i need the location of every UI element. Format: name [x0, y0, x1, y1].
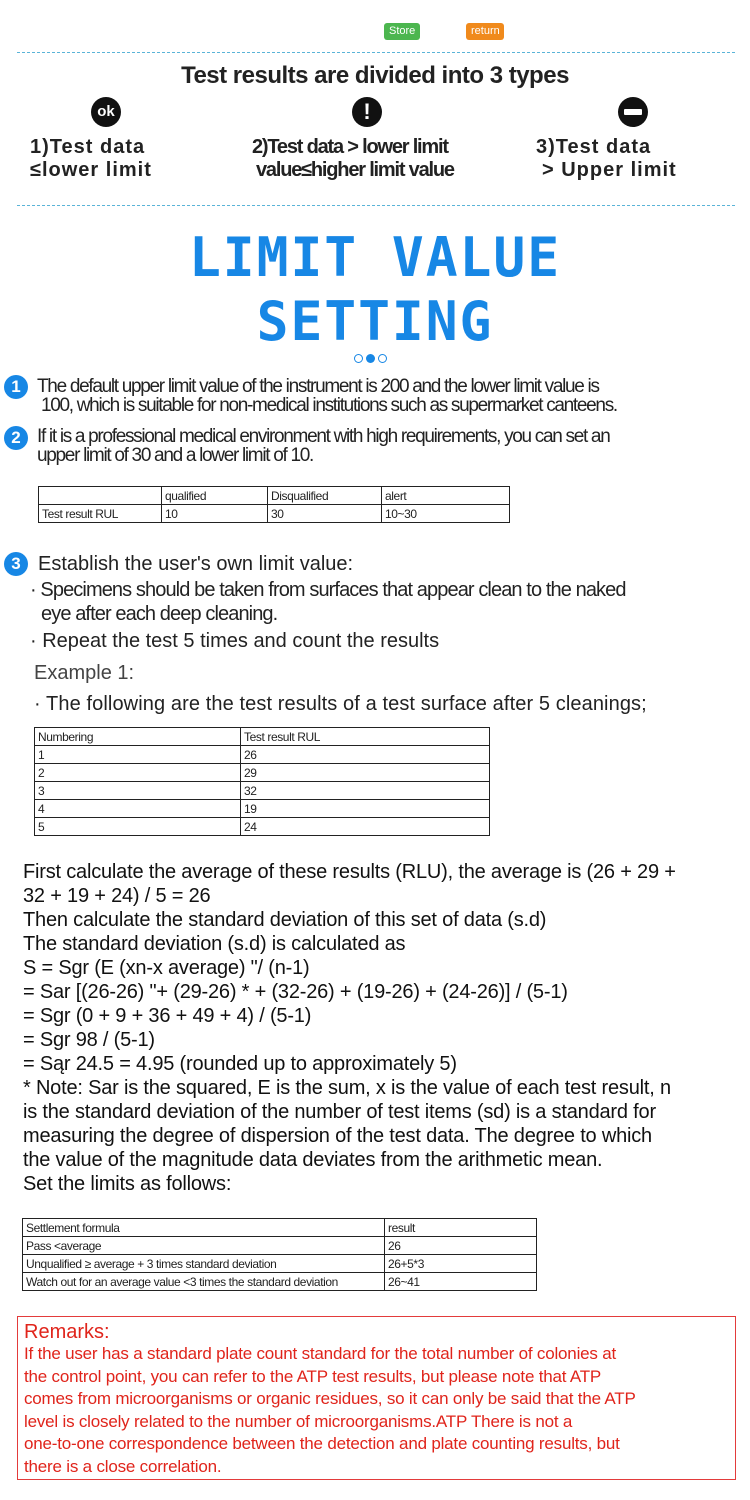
ok-icon: ok [91, 97, 121, 127]
point-3-title: Establish the user's own limit value: [38, 553, 354, 575]
number-2-badge: 2 [4, 426, 28, 450]
settlement-table [22, 1218, 537, 1291]
type-2-label: 2)Test data > lower limit value≤higher limit value [252, 136, 454, 181]
point-2-text: If it is a professional medical environment with high requirements, you can set an upper limit of 30 and a lower limit of 10. [37, 426, 610, 466]
types-title: Test results are divided into 3 types [181, 62, 569, 89]
calculation-text: First calculate the average of these results (RLU), the average is (26 + 29 + 32 + 19 + 24) / 5 = 26 Then calculate the standard deviation of this set of data (s.d) The standard deviation (s.d) is calculated as S = Sgr (E (xn-x average) "/ (n-1) = Sar [(26-26) "+ (29-26) * + (32-26) + (19-26) + (24-26)] / (5-1) = Sgr (0 + 9 + 36 + 49 + 4) / (5-1) = Sgr 98 / (5-1) = Sąr 24.5 = 4.95 (rounded up to approximately 5) * Note: Sar is the squared, E is the sum, x is the value of each test result, n is the standard deviation of the number of test items (sd) is a standard for measuring the degree of dispersion of the test data. The degree to which the value of the magnitude data deviates from the arithmetic mean. Set the limits as follows: [23, 861, 676, 1195]
table-row: 5 24 [35, 818, 490, 836]
bullet-3: · The following are the test results of a test surface after 5 cleanings; [34, 693, 647, 715]
dot-active [366, 354, 375, 363]
table-row: Numbering Test result RUL [35, 728, 490, 746]
minus-circle-icon [618, 97, 648, 127]
divider-middle [17, 205, 735, 206]
limit-table [38, 486, 510, 523]
exclamation-icon: ! [352, 97, 382, 127]
bullet-2: · Repeat the test 5 times and count the results [30, 630, 440, 652]
number-1-badge: 1 [4, 375, 28, 399]
type-3-label: 3)Test data > Upper limit [536, 136, 677, 181]
example-label: Example 1: [34, 662, 135, 684]
table-row: qualified Disqualified alert [39, 487, 510, 505]
number-3-badge: 3 [4, 552, 28, 576]
heading-line-1: LIMIT VALUE [188, 226, 562, 289]
remarks-body: If the user has a standard plate count standard for the total number of colonies at the control point, you can refer to the ATP test results, but please note that ATP comes from microorganisms or organic residues, so it can only be said that the ATP level is closely related to the number of microorganisms.ATP There is not a one-to-one correspondence between the detection and plate counting results, but there is a close correlation. [24, 1344, 636, 1476]
type-1-label: 1)Test data ≤lower limit [30, 136, 152, 181]
point-1-text: The default upper limit value of the instrument is 200 and the lower limit value is 100, which is suitable for non-medical institutions such as supermarket canteens. [37, 376, 617, 416]
table-row: Watch out for an average value <3 times the standard deviation 26~41 [23, 1273, 537, 1291]
carousel-dots [354, 354, 390, 364]
store-button[interactable]: Store [384, 23, 420, 40]
table-row: 3 32 [35, 782, 490, 800]
table-row: 1 26 [35, 746, 490, 764]
table-row: Settlement formula result [23, 1219, 537, 1237]
table-row: 2 29 [35, 764, 490, 782]
remarks-title: Remarks: [24, 1321, 110, 1343]
results-table [34, 727, 490, 836]
table-row: Test result RUL 10 30 10~30 [39, 505, 510, 523]
bullet-1: · Specimens should be taken from surfaces that appear clean to the naked eye after each deep cleaning. [30, 579, 626, 625]
heading-line-2: SETTING [256, 290, 494, 353]
table-row: Pass <average 26 [23, 1237, 537, 1255]
divider-top [17, 52, 735, 53]
remarks-box [17, 1316, 736, 1480]
dot [354, 354, 363, 363]
table-row: Unqualified ≥ average + 3 times standard deviation 26+5*3 [23, 1255, 537, 1273]
table-row: 4 19 [35, 800, 490, 818]
dot [378, 354, 387, 363]
return-button[interactable]: return [466, 23, 504, 40]
